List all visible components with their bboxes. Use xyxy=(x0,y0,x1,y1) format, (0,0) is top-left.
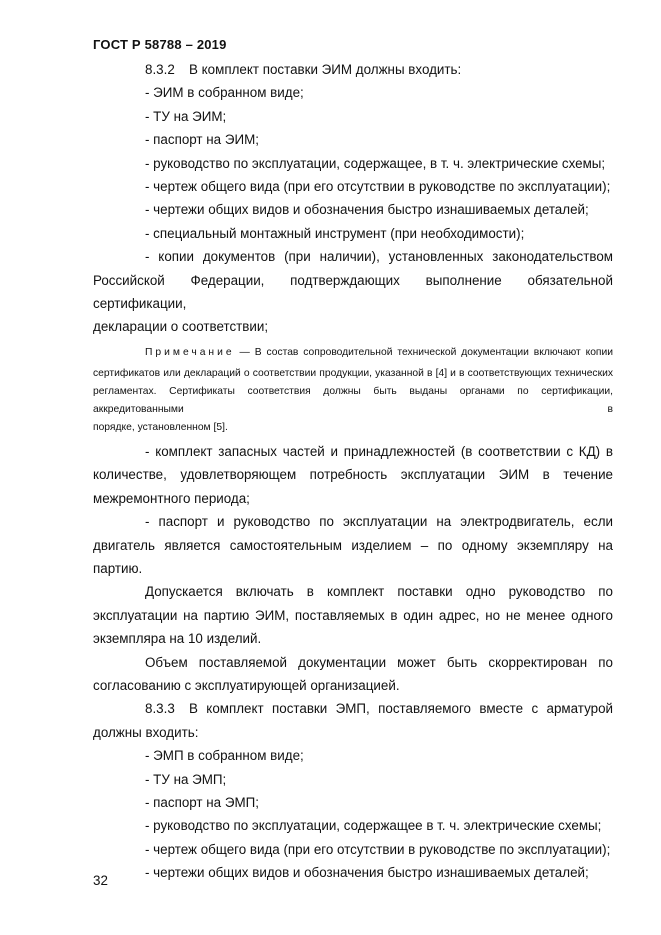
list-item: - паспорт на ЭИМ; xyxy=(145,132,259,148)
list-item: - ЭМП в собранном виде; xyxy=(145,748,304,764)
document-header: ГОСТ Р 58788 – 2019 xyxy=(93,37,227,52)
list-item: - паспорт на ЭМП; xyxy=(145,794,259,810)
clause-8-3-3-intro xyxy=(93,697,613,720)
copies-line-3: декларации о соответствии; xyxy=(93,319,269,335)
note-line-3: регламентах. Сертификаты соответствия должны быть выданы органами по сертификации, аккредитованными в xyxy=(93,385,613,415)
note-block xyxy=(93,344,613,437)
page-number: 32 xyxy=(93,873,108,888)
list-item: - чертежи общих видов и обозначения быстро изнашиваемых деталей; xyxy=(145,202,589,218)
list-item: - ТУ на ЭМП; xyxy=(145,771,227,787)
clause-text: В комплект поставки ЭИМ должны входить: xyxy=(189,62,462,77)
note-text: — В состав сопроводительной технической документации включают копии xyxy=(234,346,613,358)
spare-parts-line-3: межремонтного периода; xyxy=(93,490,250,506)
note-line-4: порядке, установленном [5]. xyxy=(93,421,228,433)
list-item: - специальный монтажный инструмент (при необходимости); xyxy=(145,225,525,241)
clause-number: 8.3.2 xyxy=(145,62,175,77)
note-line-2: сертификатов или деклараций о соответствии продукции, указанной в [4] и в соответствующих технических xyxy=(93,367,613,379)
clause-number: 8.3.3 xyxy=(145,701,175,717)
copies-line-2: Российской Федерации, подтверждающих выполнение обязательной сертификации, xyxy=(93,272,613,312)
list-item: - руководство по эксплуатации, содержащее, в т. ч. электрические схемы; xyxy=(145,155,606,171)
note-line-1 xyxy=(93,344,613,362)
motor-passport-line-3: партию. xyxy=(93,560,143,576)
clause-text: В комплект поставки ЭМП, поставляемого вместе с арматурой xyxy=(189,701,613,717)
list-item: - ТУ на ЭИМ; xyxy=(145,108,227,124)
copies-line-1: - копии документов (при наличии), установленных законодательством xyxy=(145,249,613,265)
spare-parts-line-2: количестве, удовлетворяющем потребность эксплуатации ЭИМ в течение xyxy=(93,467,613,483)
list-item: - чертеж общего вида (при его отсутствии в руководстве по эксплуатации); xyxy=(145,179,611,195)
allowed-line-3: экземпляра на 10 изделий. xyxy=(93,631,262,647)
list-item: - чертеж общего вида (при его отсутствии в руководстве по эксплуатации); xyxy=(145,841,611,857)
motor-passport-line-1: - паспорт и руководство по эксплуатации на электродвигатель, если xyxy=(145,514,613,530)
spare-parts-line-1: - комплект запасных частей и принадлежностей (в соответствии с КД) в xyxy=(145,443,613,459)
allowed-line-2: эксплуатации на партию ЭИМ, поставляемых в один адрес, но не менее одного xyxy=(93,607,613,623)
allowed-line-1: Допускается включать в комплект поставки одно руководство по xyxy=(145,584,613,600)
document-body xyxy=(93,58,613,885)
clause-8-3-2-intro xyxy=(93,58,613,81)
volume-line-1: Объем поставляемой документации может быть скорректирован по xyxy=(145,654,613,670)
motor-passport-line-2: двигатель является самостоятельным изделием – по одному экземпляру на xyxy=(93,537,613,553)
clause-8-3-3-intro-line-2: должны входить: xyxy=(93,724,199,740)
note-label: Примечание xyxy=(145,346,235,358)
list-item: - ЭИМ в собранном виде; xyxy=(145,85,304,101)
list-item: - чертежи общих видов и обозначения быстро изнашиваемых деталей; xyxy=(145,865,589,881)
volume-line-2: согласованию с эксплуатирующей организацией. xyxy=(93,677,400,693)
list-item: - руководство по эксплуатации, содержащее в т. ч. электрические схемы; xyxy=(145,818,602,834)
